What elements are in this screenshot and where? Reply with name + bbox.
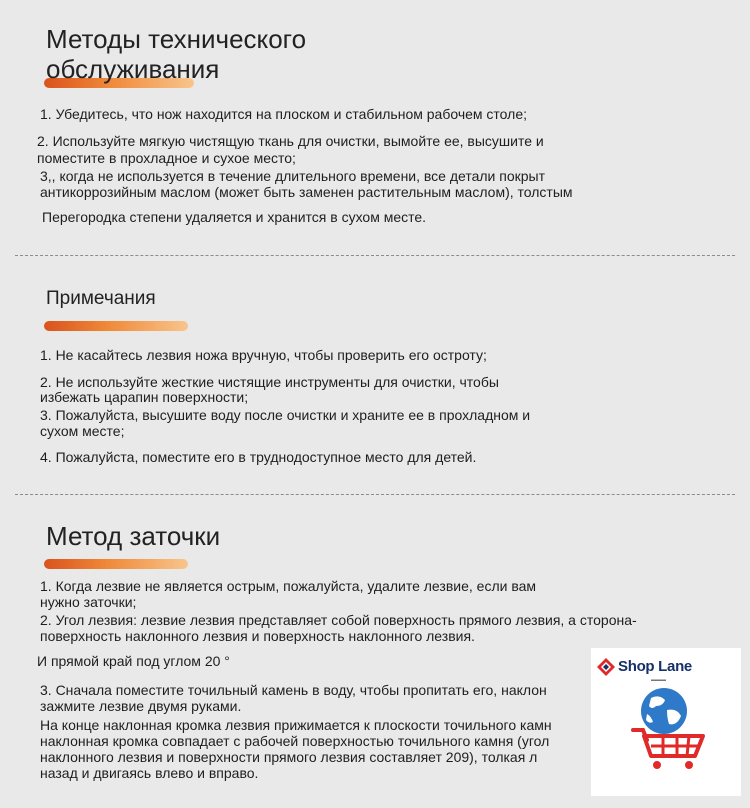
sharpening-item: зажмите лезвие двумя руками. (40, 698, 242, 714)
shop-lane-logo-icon (596, 657, 616, 677)
sharpening-title: Метод заточки (46, 521, 221, 551)
notes-item: 1. Не касайтесь лезвия ножа вручную, чтобы проверить его остроту; (40, 347, 487, 363)
notes-title-accent (44, 321, 188, 331)
shopping-cart-globe-icon (629, 684, 711, 772)
maintenance-item: 2. Используйте мягкую чистящую ткань для очистки, вымойте ее, высушите и (37, 133, 544, 149)
shop-lane-watermark (591, 648, 741, 796)
sharpening-item: 1. Когда лезвие не является острым, пожалуйста, удалите лезвие, если вам (40, 578, 537, 594)
sharpening-item: нужно заточки; (40, 594, 137, 610)
sharpening-item: наклонная кромка совпадает с рабочей поверхностью точильного камня (угол (40, 733, 550, 749)
notes-item: сухом месте; (40, 423, 125, 439)
maintenance-item: Перегородка степени удаляется и хранится в сухом месте. (42, 209, 427, 225)
maintenance-item: антикоррозийным маслом (может быть заменен растительным маслом), толстым (40, 184, 573, 200)
sharpening-item: 2. Угол лезвия: лезвие лезвия представляет собой поверхность прямого лезвия, а сторона- (40, 612, 637, 628)
maintenance-title-line1: Методы технического (46, 24, 307, 54)
section-divider (15, 255, 735, 256)
sharpening-item: наклонного лезвия и поверхности прямого лезвия составляет 209), толкая л (40, 749, 538, 765)
brand-tagline-decor: ▬▬▬ (651, 677, 666, 683)
notes-item: 2. Не используйте жесткие чистящие инструменты для очистки, чтобы (40, 374, 499, 390)
brand-name: Shop Lane (618, 658, 692, 675)
maintenance-item: поместите в прохладное и сухое место; (37, 150, 296, 166)
notes-item: 3. Пожалуйста, высушите воду после очистки и храните ее в прохладном и (40, 407, 531, 423)
notes-title: Примечания (46, 288, 156, 309)
sharpening-item: поверхность наклонного лезвия и поверхность наклонного лезвия. (40, 628, 475, 644)
section-divider (15, 494, 735, 495)
maintenance-title-line2: обслуживания (46, 54, 220, 84)
sharpening-item: 3. Сначала поместите точильный камень в воду, чтобы пропитать его, наклон (40, 682, 547, 698)
sharpening-item: И прямой край под углом 20 ° (37, 653, 230, 669)
notes-item: избежать царапин поверхности; (40, 389, 249, 405)
sharpening-item: На конце наклонная кромка лезвия прижимается к плоскости точильного камн (40, 717, 552, 733)
sharpening-item: назад и двигаясь влево и вправо. (40, 765, 259, 781)
maintenance-item: 3,, когда не используется в течение длительного времени, все детали покрыт (40, 168, 546, 184)
notes-item: 4. Пожалуйста, поместите его в труднодоступное место для детей. (40, 449, 477, 465)
maintenance-item: 1. Убедитесь, что нож находится на плоском и стабильном рабочем столе; (40, 106, 527, 122)
sharpening-title-accent (44, 559, 188, 569)
